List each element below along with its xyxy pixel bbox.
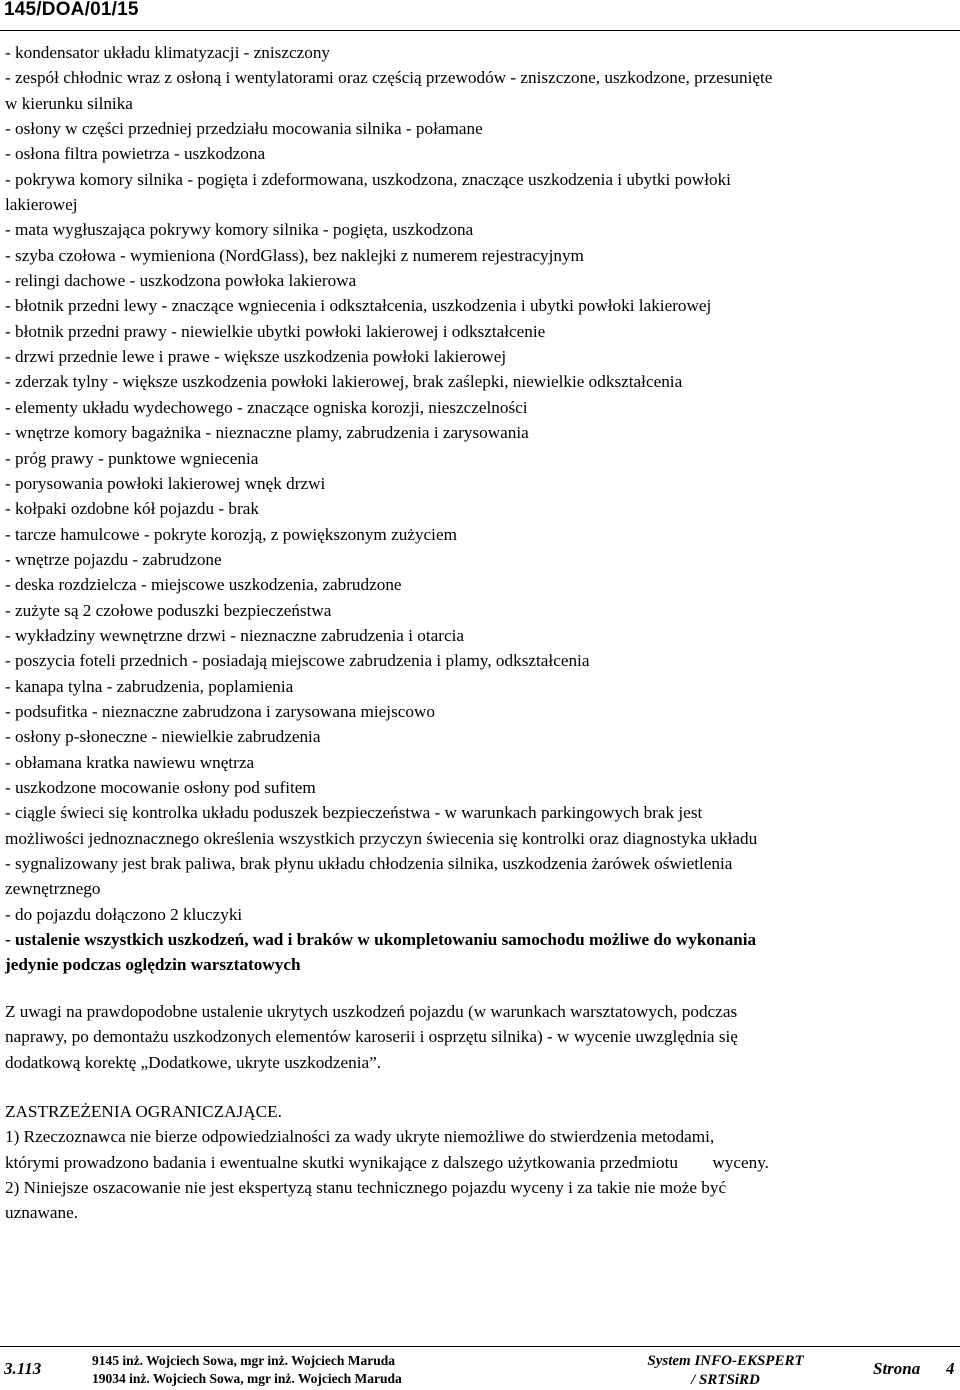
list-item: zewnętrznego xyxy=(5,879,101,899)
list-item: - kondensator układu klimatyzacji - zniszczony xyxy=(5,43,331,62)
list-item: - do pojazdu dołączono 2 kluczyki xyxy=(5,904,243,924)
list-item: - porysowania powłoki lakierowej wnęk drzwi xyxy=(5,473,326,493)
list-item: - tarcze hamulcowe - pokryte korozją, z powiększonym zużyciem xyxy=(5,524,457,544)
paragraph-line: Z uwagi na prawdopodobne ustalenie ukrytych uszkodzeń pojazdu (w warunkach warsztatowych, podczas xyxy=(5,1002,738,1021)
reservation-line: 1) Rzeczoznawca nie bierze odpowiedzialności za wady ukryte niemożliwe do stwierdzenia metodami, xyxy=(5,1127,715,1147)
list-item: - błotnik przedni prawy - niewielkie ubytki powłoki lakierowej i odkształcenie xyxy=(5,321,546,341)
page-number: 4 xyxy=(946,1359,955,1378)
list-item: - kanapa tylna - zabrudzenia, poplamienia xyxy=(5,676,294,696)
list-item: - zderzak tylny - większe uszkodzenia powłoki lakierowej, brak zaślepki, niewielkie odkształcenia xyxy=(5,372,683,392)
list-item: - osłony p-słoneczne - niewielkie zabrudzenia xyxy=(5,727,321,747)
header-divider xyxy=(0,30,960,31)
bold-note-line: jedynie podczas oględzin warsztatowych xyxy=(5,955,301,975)
list-item: - sygnalizowany jest brak paliwa, brak płynu układu chłodzenia silnika, uszkodzenia żarówek oświetlenia xyxy=(5,854,733,873)
bold-note-line: - ustalenie wszystkich uszkodzeń, wad i braków w ukompletowaniu samochodu możliwe do wykonania xyxy=(5,930,757,950)
section-number: 3.113 xyxy=(4,1359,42,1378)
list-item: - deska rozdzielcza - miejscowe uszkodzenia, zabrudzone xyxy=(5,575,402,595)
list-item: - obłamana kratka nawiewu wnętrza xyxy=(5,752,255,772)
footer-divider xyxy=(0,1346,960,1347)
list-item: - osłony w części przedniej przedziału mocowania silnika - połamane xyxy=(5,119,483,139)
reservations-section xyxy=(5,1099,955,1226)
list-item: możliwości jednoznacznego określenia wszystkich przyczyn świecenia się kontrolki oraz diagnostyka układu xyxy=(5,828,758,848)
list-item: - mata wygłuszająca pokrywy komory silnika - pogięta, uszkodzona xyxy=(5,220,474,240)
list-item: - poszycia foteli przednich - posiadają miejscowe zabrudzenia i plamy, odkształcenia xyxy=(5,651,590,671)
reservation-line: którymi prowadzono badania i ewentualne skutki wynikające z dalszego użytkowania przedmiotu wyceny. xyxy=(5,1152,769,1172)
list-item: - zespół chłodnic wraz z osłoną i wentylatorami oraz częścią przewodów - zniszczone, uszkodzone, przesunięte xyxy=(5,68,773,88)
reservations-heading: ZASTRZEŻENIA OGRANICZAJĄCE. xyxy=(5,1102,282,1121)
footer-system xyxy=(643,1352,808,1390)
list-item: - elementy układu wydechowego - znaczące ogniska korozji, nieszczelności xyxy=(5,397,528,417)
list-item: - pokrywa komory silnika - pogięta i zdeformowana, uszkodzona, znaczące uszkodzenia i ubytki powłoki xyxy=(5,169,731,189)
list-item: - kołpaki ozdobne kół pojazdu - brak xyxy=(5,499,259,519)
list-item: - błotnik przedni lewy - znaczące wgniecenia i odkształcenia, uszkodzenia i ubytki powłoki lakierowej xyxy=(5,296,712,316)
reservation-line: 2) Niniejsze oszacowanie nie jest ekspertyzą stanu technicznego pojazdu wyceny i za takie nie może być xyxy=(5,1178,727,1198)
hidden-damage-paragraph xyxy=(5,999,955,1075)
damage-list xyxy=(5,40,955,978)
list-item: - wnętrze komory bagażnika - nieznaczne plamy, zabrudzenia i zarysowania xyxy=(5,423,529,443)
list-item: - ciągle świeci się kontrolka układu poduszek bezpieczeństwa - w warunkach parkingowych brak jest xyxy=(5,803,703,823)
list-item: - próg prawy - punktowe wgniecenia xyxy=(5,448,259,468)
reservation-line: uznawane. xyxy=(5,1203,79,1223)
list-item: - szyba czołowa - wymieniona (NordGlass), bez naklejki z numerem rejestracyjnym xyxy=(5,245,584,265)
authors-line: 19034 inż. Wojciech Sowa, mgr inż. Wojciech Maruda xyxy=(92,1371,402,1386)
list-item: - wnętrze pojazdu - zabrudzone xyxy=(5,549,222,569)
list-item: lakierowej xyxy=(5,195,78,215)
list-item: - wykładziny wewnętrzne drzwi - nieznaczne zabrudzenia i otarcia xyxy=(5,625,465,645)
paragraph-line: naprawy, po demontażu uszkodzonych elementów karoserii i osprzętu silnika) - w wycenie uwzględnia się xyxy=(5,1027,738,1047)
authors-line: 9145 inż. Wojciech Sowa, mgr inż. Wojciech Maruda xyxy=(92,1353,395,1368)
list-item: - zużyte są 2 czołowe poduszki bezpieczeństwa xyxy=(5,600,332,620)
system-suffix: / SRTSiRD xyxy=(691,1372,760,1388)
list-item: - podsufitka - nieznaczne zabrudzona i zarysowana miejscowo xyxy=(5,701,435,721)
list-item: - uszkodzone mocowanie osłony pod sufitem xyxy=(5,777,316,797)
list-item: - osłona filtra powietrza - uszkodzona xyxy=(5,144,266,164)
list-item: - drzwi przednie lewe i prawe - większe uszkodzenia powłoki lakierowej xyxy=(5,347,507,367)
list-item: w kierunku silnika xyxy=(5,93,133,113)
system-name: System INFO-EKSPERT xyxy=(647,1353,804,1369)
footer-authors xyxy=(92,1352,402,1388)
paragraph-line: dodatkową korektę „Dodatkowe, ukryte uszkodzenia”. xyxy=(5,1052,382,1072)
page-label: Strona xyxy=(873,1359,921,1378)
list-item: - relingi dachowe - uszkodzona powłoka lakierowa xyxy=(5,271,357,291)
document-id: 145/DOA/01/15 xyxy=(4,0,139,20)
